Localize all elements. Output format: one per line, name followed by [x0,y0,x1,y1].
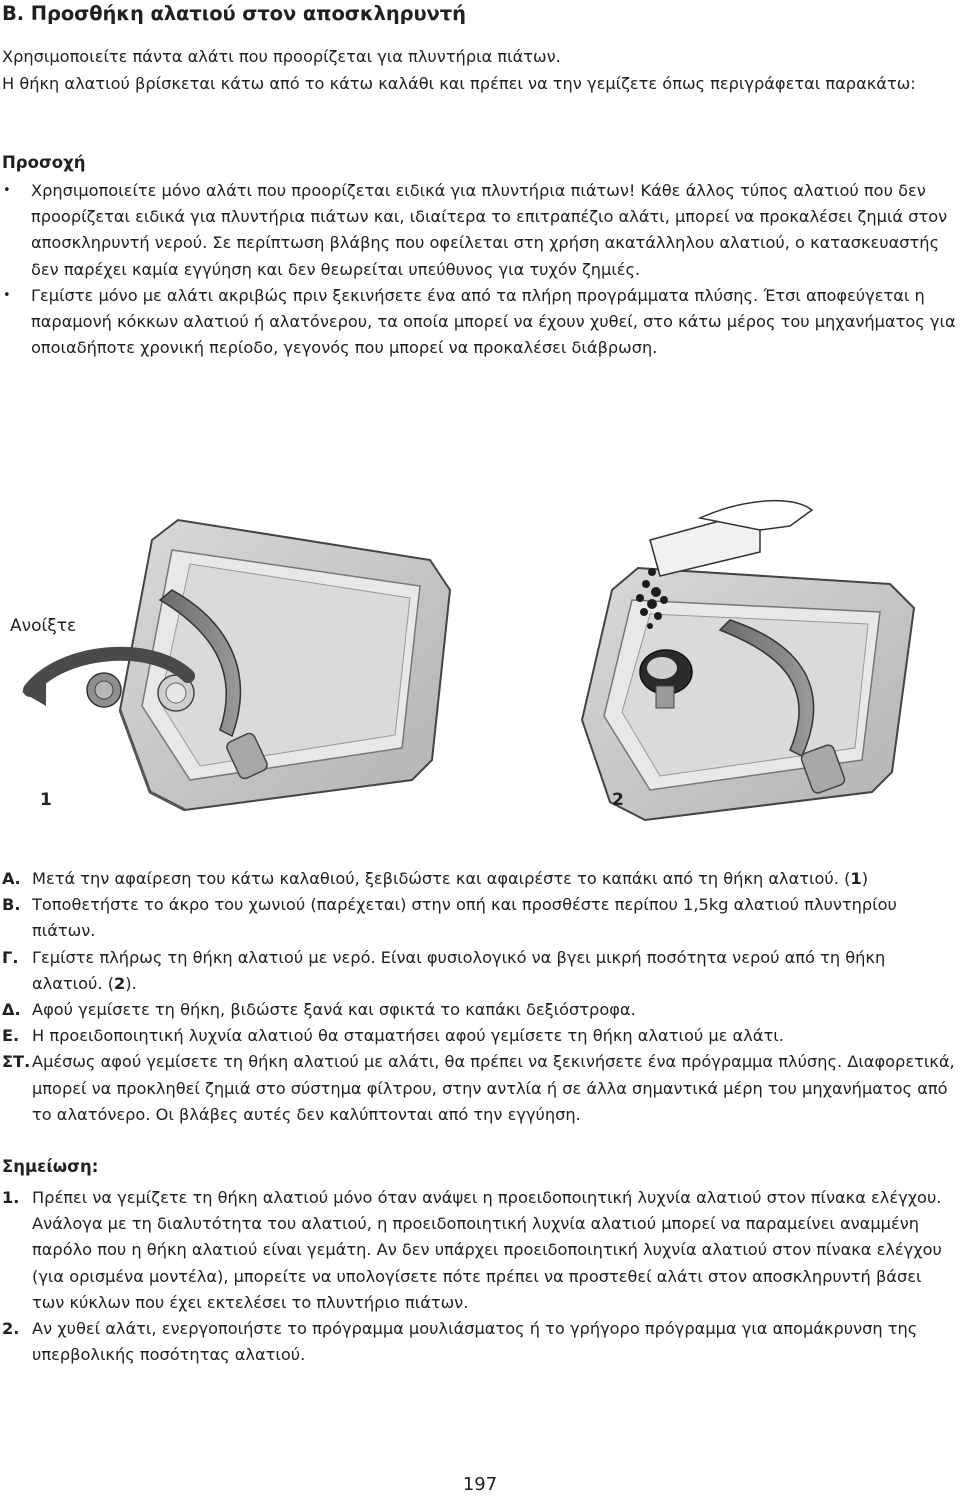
step-text: Αφού γεμίσετε τη θήκη, βιδώστε ξανά και σφικτά το καπάκι δεξιόστροφα. [32,1000,636,1020]
step-label: Δ. [2,1000,21,1020]
figure-number-2: 2 [612,790,624,810]
step-tail: ). [125,973,137,993]
tub-2 [582,501,914,820]
note-item [2,1316,957,1368]
page-number: 197 [462,1474,498,1495]
step-text: Τοποθετήστε το άκρο του χωνιού (παρέχεται) στην οπή και προσθέστε περίπου 1,5kg αλατιού πλυντηρίου πιάτων. [32,895,897,941]
caution-item: • Χρησιμοποιείτε μόνο αλάτι που προορίζεται ειδικά για πλυντήρια πιάτων! Κάθε άλλος τύπος αλατιού που δεν προορίζεται ειδικά για πλυντήρια πιάτων και, ιδιαίτερα το επιτραπέζιο αλάτι, μπορεί να προκαλέσει ζημιά στον αποσκληρυντή νερού. Σε περίπτωση βλάβης που οφείλεται στη χρήση ακατάλληλου αλατιού, ο κατασκευαστής δεν παρέχει καμία εγγύηση και δεν θεωρείται υπεύθυνος για τυχόν ζημιές. [2,178,957,283]
section-title: Β. Προσθήκη αλατιού στον αποσκληρυντή [2,2,466,25]
step-ref: 2 [114,973,126,993]
notes-list [2,1185,957,1368]
step-text: Μετά την αφαίρεση του κάτω καλαθιού, ξεβιδώστε και αφαιρέστε το καπάκι από τη θήκη αλατιού. ( [32,869,851,888]
tub-1 [22,520,450,810]
note-item [2,1185,957,1316]
note-label: 2. [2,1319,20,1339]
note-text: Πρέπει να γεμίζετε τη θήκη αλατιού μόνο όταν ανάψει η προειδοποιητική λυχνία αλατιού στον πίνακα ελέγχου. Ανάλογα με τη διαλυτότητα του αλατιού, η προειδοποιητική λυχνία αλατιού μπορεί να παραμείνει αναμμένη παρόλο που η θήκη αλατιού είναι γεμάτη. Αν δεν υπάρχει προειδοποιητική λυχνία αλατιού στον πίνακα ελέγχου (για ορισμένα μοντέλα), μπορείτε να υπολογίσετε πότε πρέπει να προστεθεί αλάτι στον αποσκληρυντή βάσει των κύκλων που έχει εκτελέσει το πλυντήριο πιάτων. [32,1188,942,1312]
step-text: Η προειδοποιητική λυχνία αλατιού θα σταματήσει αφού γεμίσετε τη θήκη αλατιού με αλάτι. [32,1026,784,1046]
caution-list [2,178,957,361]
dishwasher-tub-drawing [0,480,960,832]
intro-line: Χρησιμοποιείτε πάντα αλάτι που προορίζεται για πλυντήρια πιάτων. [2,47,561,66]
note-text: Αν χυθεί αλάτι, ενεργοποιήστε το πρόγραμμα μουλιάσματος ή το γρήγορο πρόγραμμα για απομάκρυνση της υπερβολικής ποσότητας αλατιού. [32,1319,918,1365]
step-tail: ) [861,869,869,888]
step-label: Α. [2,869,21,888]
step-text: Γεμίστε πλήρως τη θήκη αλατιού με νερό. Είναι φυσιολογικό να βγει μικρή ποσότητα νερού από τη θήκη αλατιού. ( [32,947,886,993]
step-item [2,866,957,892]
salt-filling-illustration [0,480,960,832]
steps-list [2,866,957,1128]
step-item [2,892,957,944]
step-ref: 1 [850,869,862,888]
step-item [2,997,957,1023]
step-label: Β. [2,895,21,915]
step-item [2,945,957,997]
step-item [2,1049,957,1128]
open-label: Ανοίξτε [10,616,77,636]
step-label: Γ. [2,947,19,967]
note-heading: Σημείωση: [2,1157,99,1176]
caution-item: • Γεμίστε μόνο με αλάτι ακριβώς πριν ξεκινήσετε ένα από τα πλήρη προγράμματα πλύσης. Έτσι αποφεύγεται η παραμονή κόκκων αλατιού ή αλατόνερου, τα οποία μπορεί να έχουν χυθεί, στο κάτω μέρος του μηχανήματος για οποιαδήποτε χρονική περίοδο, γεγονός που μπορεί να προκαλέσει διάβρωση. [2,283,957,362]
intro-line: Η θήκη αλατιού βρίσκεται κάτω από το κάτω καλάθι και πρέπει να την γεμίζετε όπως περιγράφεται παρακάτω: [2,73,916,93]
step-label: Ε. [2,1026,20,1046]
step-text: Αμέσως αφού γεμίσετε τη θήκη αλατιού με αλάτι, θα πρέπει να ξεκινήσετε ένα πρόγραμμα πλύσης. Διαφορετικά, μπορεί να προκληθεί ζημιά στο σύστημα φίλτρου, στην αντλία ή σε άλλα σημαντικά μέρη του μηχανήματος από το αλατόνερο. Οι βλάβες αυτές δεν καλύπτονται από την εγγύηση. [32,1052,955,1124]
step-item [2,1023,957,1049]
step-label: ΣΤ. [2,1052,31,1072]
note-label: 1. [2,1188,20,1207]
caution-heading: Προσοχή [2,153,86,172]
figure-number-1: 1 [40,790,52,810]
intro-text [2,44,957,97]
